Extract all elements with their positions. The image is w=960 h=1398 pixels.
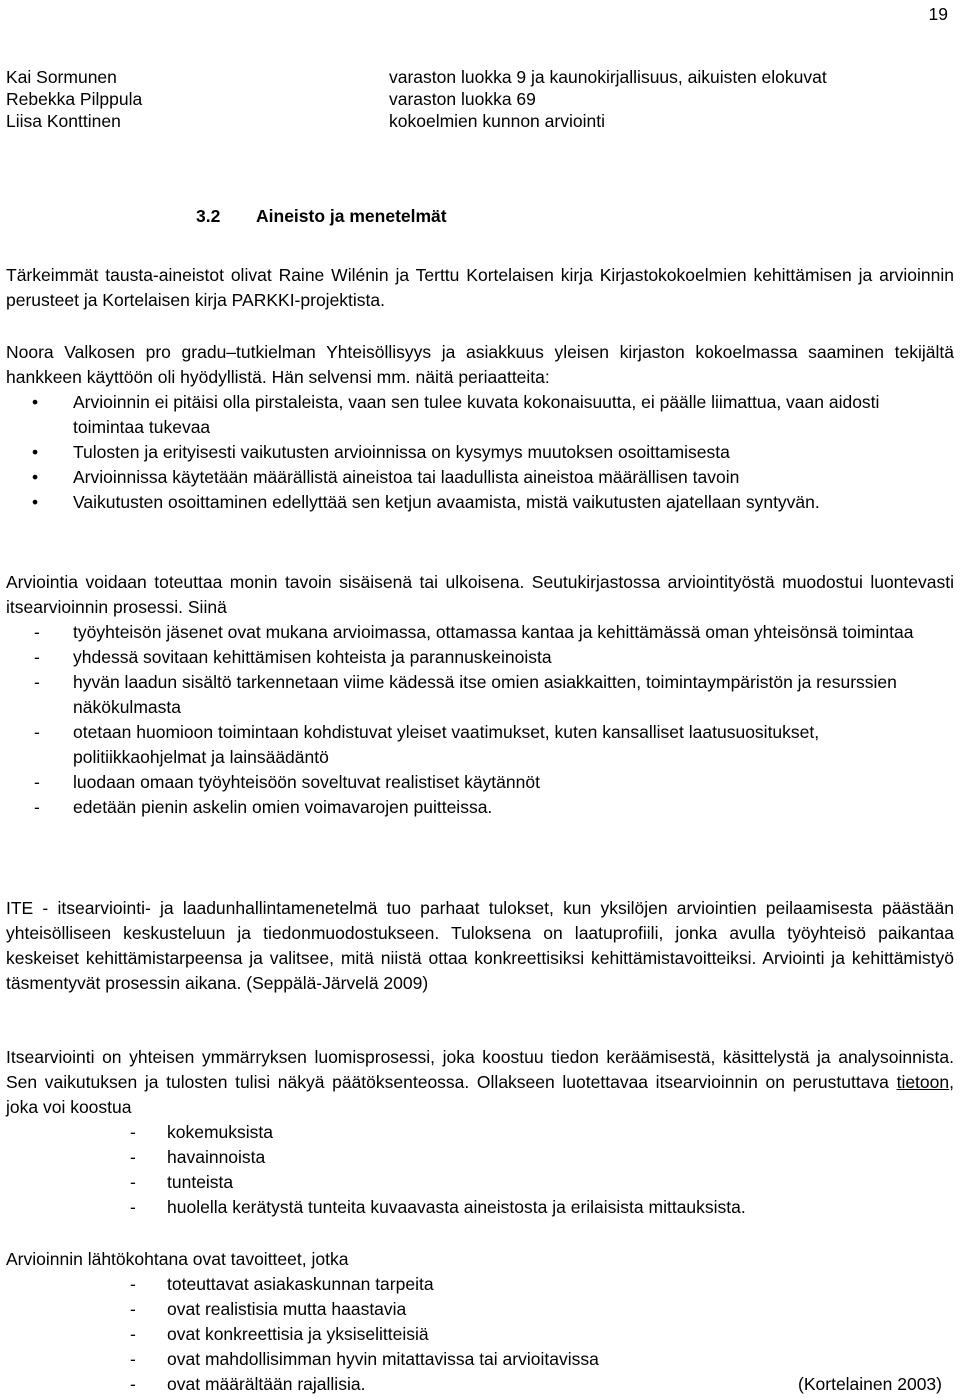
author-role: kokoelmien kunnon arviointi (389, 111, 605, 131)
self-evaluation-block (6, 570, 954, 820)
paragraph-text: , joka voi koostua (6, 1072, 954, 1117)
list-item-text: kokemuksista (167, 1122, 274, 1142)
paragraph-self-evaluation (6, 1045, 954, 1120)
author-list (6, 66, 946, 132)
page-number: 19 (928, 4, 948, 24)
list-item-text: hyvän laadun sisältö tarkennetaan viime kädessä itse omien asiakkaitten, toimintaympäristön ja resurssien näkökulmasta (73, 672, 897, 717)
list-item (6, 1120, 954, 1145)
dash-marker: - (34, 772, 40, 792)
list-item (6, 1322, 954, 1347)
author-name: Rebekka Pilppula (6, 89, 143, 109)
list-item-text: huolella kerätystä tunteita kuvaavasta aineistosta ja erilaisista mittauksista. (167, 1197, 746, 1217)
dash-marker: - (34, 797, 40, 817)
dash-marker: - (34, 722, 40, 742)
bullet-marker: • (32, 392, 39, 412)
dash-marker: - (34, 622, 40, 642)
self-evaluation-list (6, 620, 954, 820)
valkonen-block (6, 340, 954, 515)
list-item (6, 670, 954, 720)
paragraph-goals: Arvioinnin lähtökohtana ovat tavoitteet, jotka (6, 1249, 349, 1269)
citation: (Kortelainen 2003) (798, 1374, 942, 1394)
list-item (6, 770, 954, 795)
author-row (6, 66, 946, 88)
paragraph-background-sources: Tärkeimmät tausta-aineistot olivat Raine Wilénin ja Terttu Kortelaisen kirja Kirjastokokoelmien kehittämisen ja arvioinnin perusteet ja Kortelaisen kirja PARKKI-projektista. (6, 265, 954, 310)
principles-list (6, 390, 954, 515)
list-item-text: havainnoista (167, 1147, 266, 1167)
author-row (6, 110, 946, 132)
bullet-marker: • (32, 492, 39, 512)
author-role: varaston luokka 69 (389, 89, 536, 109)
dash-marker: - (130, 1197, 136, 1217)
list-item-text: työyhteisön jäsenet ovat mukana arvioimassa, ottamassa kantaa ja kehittämässä oman yhteisönsä toimintaa (73, 622, 914, 642)
author-name: Kai Sormunen (6, 67, 117, 87)
list-item-text: tunteista (167, 1172, 234, 1192)
list-item-text: ovat konkreettisia ja yksiselitteisiä (167, 1324, 429, 1344)
knowledge-sources-list (6, 1120, 954, 1220)
dash-marker: - (130, 1374, 136, 1394)
list-item-text: otetaan huomioon toimintaan kohdistuvat yleiset vaatimukset, kuten kansalliset laatusuositukset, politiikkaohjelmat ja lainsäädäntö (73, 722, 820, 767)
author-row (6, 88, 946, 110)
paragraph-evaluation-methods: Arviointia voidaan toteuttaa monin tavoin sisäisenä tai ulkoisena. Seutukirjastossa arviointityöstä muodostui luontevasti itsearvioinnin prosessi. Siinä (6, 572, 954, 617)
dash-marker: - (130, 1147, 136, 1167)
list-item (6, 440, 954, 465)
list-item-text: edetään pienin askelin omien voimavarojen puitteissa. (73, 797, 493, 817)
list-item-text: toteuttavat asiakaskunnan tarpeita (167, 1274, 434, 1294)
list-item-text: ovat mahdollisimman hyvin mitattavissa tai arvioitavissa (167, 1349, 599, 1369)
list-item (6, 1272, 954, 1297)
goals-block (6, 1247, 954, 1397)
section-number: 3.2 (196, 206, 221, 226)
list-item-text: Arvioinnissa käytetään määrällistä aineistoa tai laadullista aineistoa määrällisen tavoin (73, 467, 740, 487)
author-role: varaston luokka 9 ja kaunokirjallisuus, aikuisten elokuvat (389, 67, 827, 87)
list-item-text: luodaan omaan työyhteisöön soveltuvat realistiset käytännöt (73, 772, 540, 792)
dash-marker: - (130, 1299, 136, 1319)
dash-marker: - (34, 672, 40, 692)
dash-marker: - (130, 1122, 136, 1142)
list-item (6, 1297, 954, 1322)
dash-marker: - (130, 1172, 136, 1192)
list-item-text: ovat realistisia mutta haastavia (167, 1299, 407, 1319)
list-item (6, 1372, 954, 1397)
bullet-marker: • (32, 442, 39, 462)
underlined-term: tietoon (896, 1072, 950, 1092)
dash-marker: - (34, 647, 40, 667)
paragraph-ite: ITE - itsearviointi- ja laadunhallintamenetelmä tuo parhaat tulokset, kun yksilöjen arviointien peilaamisesta päästään yhteisölliseen keskusteluun ja tiedonmuodostukseen. Tuloksena on laatuprofiili, jonka avulla työyhteisö paikantaa keskeiset kehittämistarpeensa ja valitsee, mitä niistä ottaa konkreettisiksi kehittämistavoitteiksi. Arviointi ja kehittämistyö täsmentyvät prosessin aikana. (Seppälä-Järvelä 2009) (6, 898, 954, 993)
dash-marker: - (130, 1324, 136, 1344)
section-heading (196, 204, 447, 229)
list-item-text: Vaikutusten osoittaminen edellyttää sen ketjun avaamista, mistä vaikutusten ajatellaan syntyvän. (73, 492, 820, 512)
list-item (6, 1347, 954, 1372)
list-item (6, 1195, 954, 1220)
list-item (6, 390, 954, 440)
list-item (6, 795, 954, 820)
list-item (6, 1170, 954, 1195)
list-item (6, 490, 954, 515)
list-item-text: Arvioinnin ei pitäisi olla pirstaleista, vaan sen tulee kuvata kokonaisuutta, ei päälle liimattua, vaan aidosti toimintaa tukevaa (73, 392, 880, 437)
list-item-text: Tulosten ja erityisesti vaikutusten arvioinnissa on kysymys muutoksen osoittamisesta (73, 442, 730, 462)
knowledge-block (6, 1045, 954, 1220)
bullet-marker: • (32, 467, 39, 487)
author-name: Liisa Konttinen (6, 111, 121, 131)
list-item-text: yhdessä sovitaan kehittämisen kohteista ja parannuskeinoista (73, 647, 552, 667)
dash-marker: - (130, 1274, 136, 1294)
list-item (6, 620, 954, 645)
paragraph-valkonen: Noora Valkosen pro gradu–tutkielman Yhteisöllisyys ja asiakkuus yleisen kirjaston kokoelmassa saaminen tekijältä hankkeen käyttöön oli hyödyllistä. Hän selvensi mm. näitä periaatteita: (6, 342, 954, 387)
list-item-text: ovat määrältään rajallisia. (167, 1374, 366, 1394)
list-item (6, 1145, 954, 1170)
list-item (6, 465, 954, 490)
dash-marker: - (130, 1349, 136, 1369)
paragraph-text: Itsearviointi on yhteisen ymmärryksen luomisprosessi, joka koostuu tiedon keräämisestä, käsittelystä ja analysoinnista. Sen vaikutuksen ja tulosten tulisi näkyä päätöksenteossa. Ollakseen luotettavaa itsearvioinnin on perustuttava (6, 1047, 954, 1092)
section-title: Aineisto ja menetelmät (256, 206, 447, 226)
goals-list (6, 1272, 954, 1397)
list-item (6, 720, 954, 770)
list-item (6, 645, 954, 670)
